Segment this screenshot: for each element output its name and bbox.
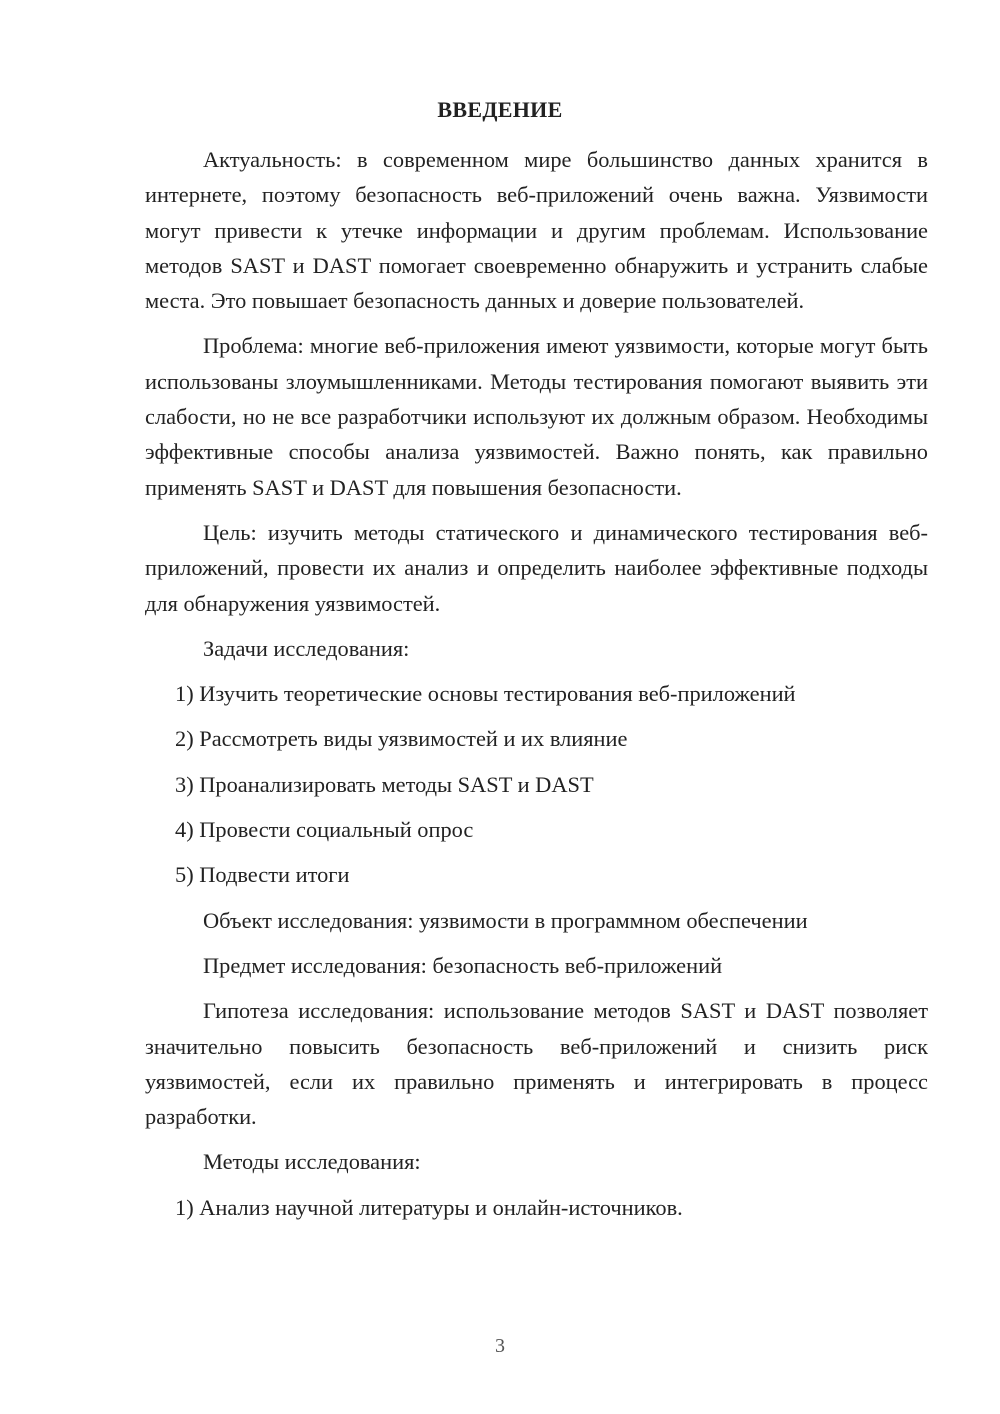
list-item-task-2: 2) Рассмотреть виды уязвимостей и их влияние	[175, 726, 628, 752]
list-item-task-1: 1) Изучить теоретические основы тестирования веб-приложений	[175, 681, 796, 707]
paragraph-hypothesis: Гипотеза исследования: использование методов SAST и DAST позволяет значительно повысить безопасность веб-приложений и снизить риск уязвимостей, если их правильно применять и интегрировать в процесс разработки.	[145, 998, 928, 1130]
tasks-heading: Задачи исследования:	[203, 635, 410, 661]
section-heading: ВВЕДЕНИЕ	[437, 97, 563, 122]
document-body	[145, 142, 928, 1235]
research-object: Объект исследования: уязвимости в программном обеспечении	[203, 907, 808, 933]
list-item-task-3: 3) Проанализировать методы SAST и DAST	[175, 771, 594, 797]
paragraph-problem: Проблема: многие веб-приложения имеют уязвимости, которые могут быть использованы злоумышленниками. Методы тестирования помогают выявить эти слабости, но не все разработчики используют их должным образом. Необходимы эффективные способы анализа уязвимостей. Важно понять, как правильно применять SAST и DAST для повышения безопасности.	[145, 333, 928, 500]
research-subject: Предмет исследования: безопасность веб-приложений	[203, 952, 723, 978]
tasks-list	[145, 676, 928, 892]
list-item-task-5: 5) Подвести итоги	[175, 862, 350, 888]
list-item-method-1: 1) Анализ научной литературы и онлайн-источников.	[175, 1194, 683, 1220]
paragraph-goal: Цель: изучить методы статического и динамического тестирования веб-приложений, провести их анализ и определить наиболее эффективные подходы для обнаружения уязвимостей.	[145, 519, 928, 616]
list-item-task-4: 4) Провести социальный опрос	[175, 817, 474, 843]
methods-list	[145, 1190, 928, 1225]
methods-heading: Методы исследования:	[203, 1149, 421, 1175]
paragraph-relevance: Актуальность: в современном мире большинство данных хранится в интернете, поэтому безопасность веб-приложений очень важна. Уязвимости могут привести к утечке информации и другим проблемам. Использование методов SAST и DAST помогает своевременно обнаружить и устранить слабые места. Это повышает безопасность данных и доверие пользователей.	[145, 147, 928, 314]
page-number: 3	[495, 1335, 505, 1357]
